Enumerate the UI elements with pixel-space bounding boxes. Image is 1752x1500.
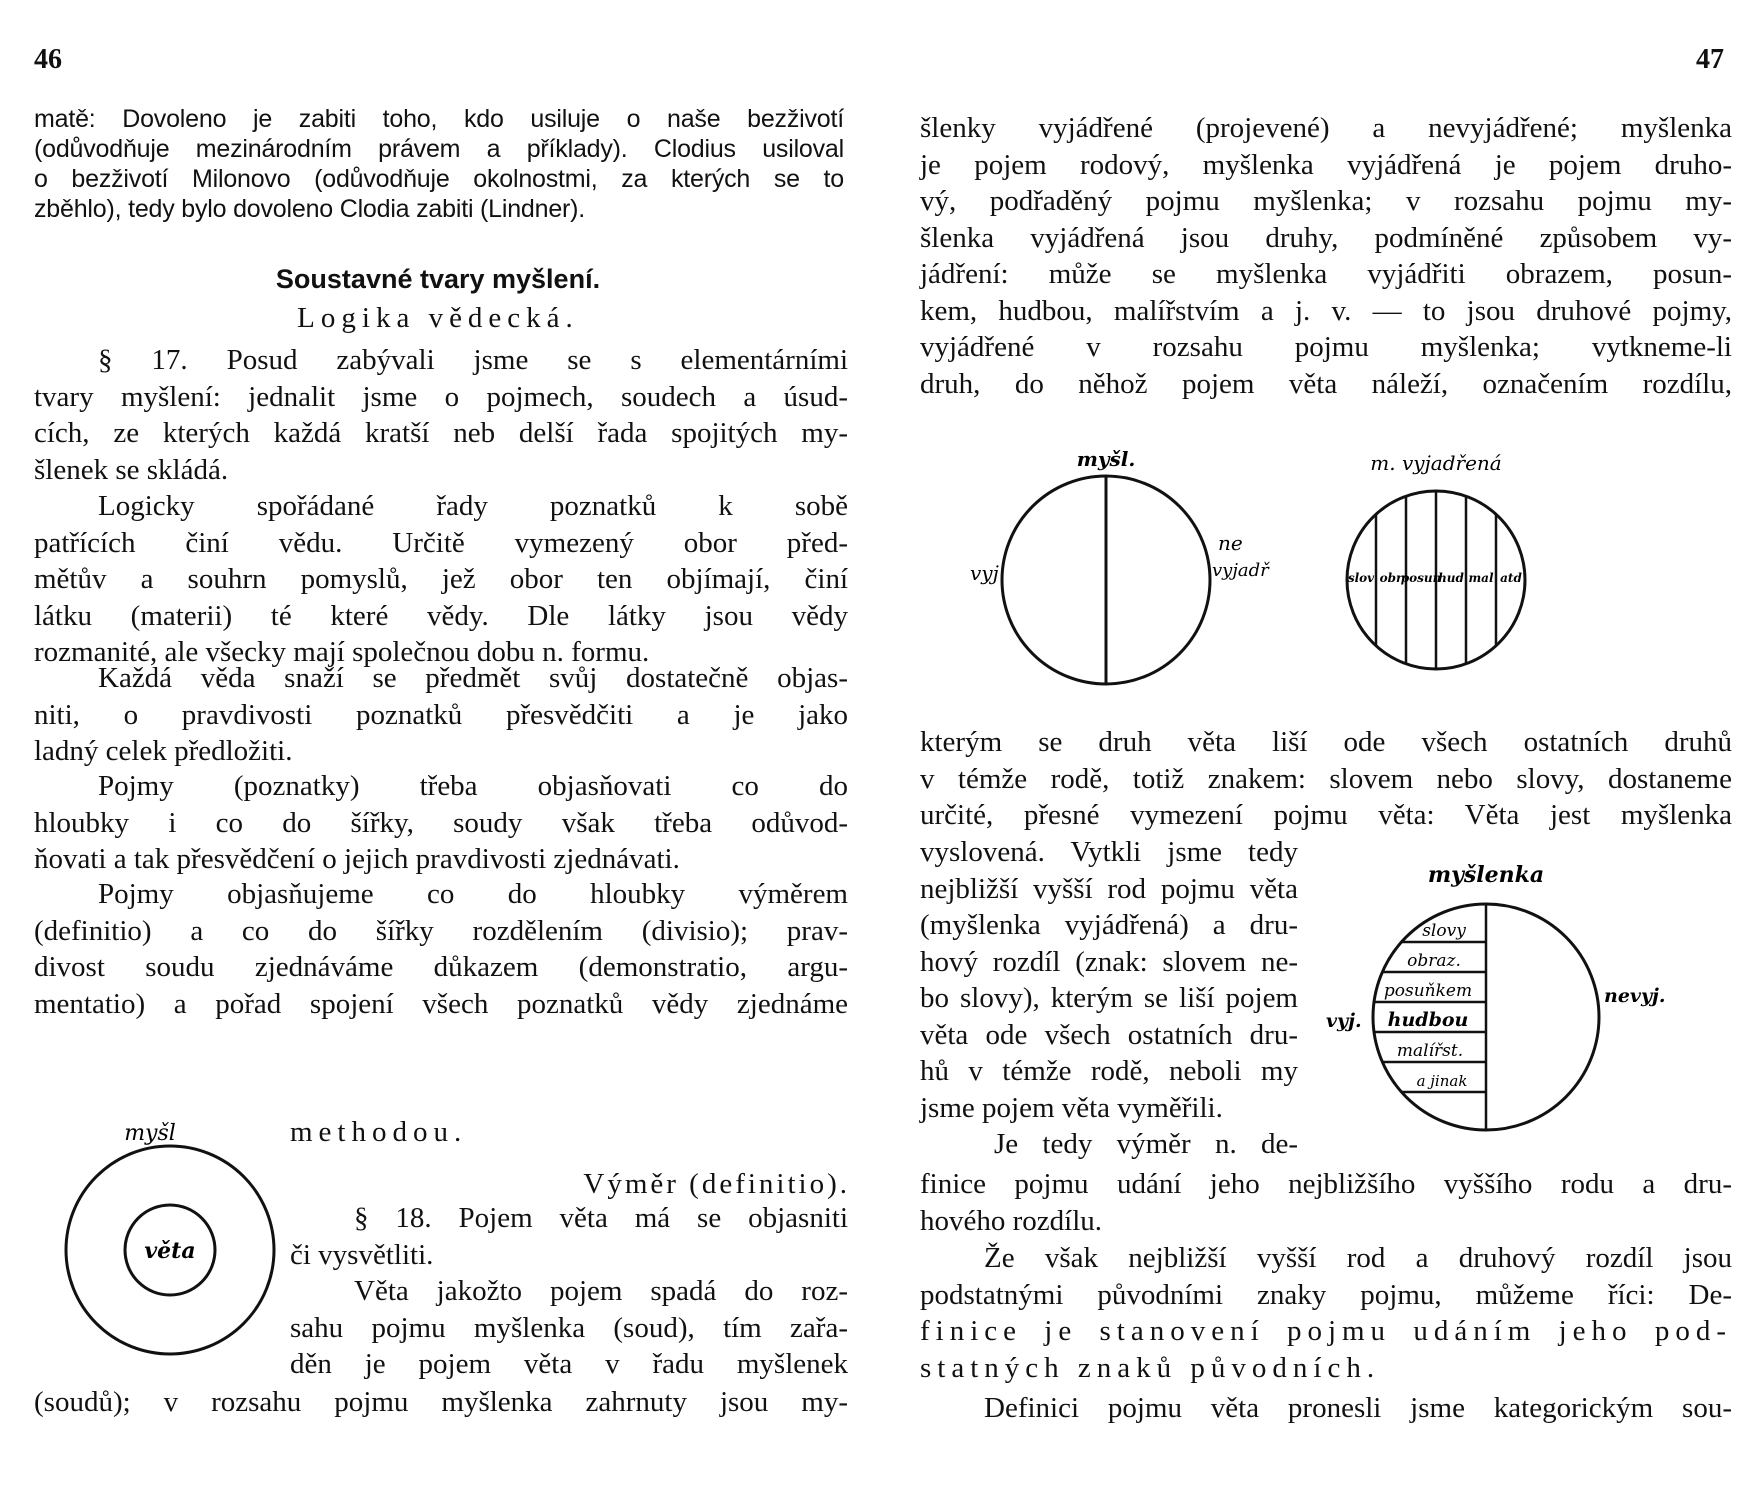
text-line: Pojmy (poznatky) třeba objasňovati co do	[98, 770, 848, 802]
text-line: Pojmy objasňujeme co do hloubky výměrem	[98, 878, 848, 910]
paragraph-definition	[34, 876, 848, 1022]
concentric-circles-diagram	[30, 1110, 290, 1360]
text-line: vý, podřaděný pojmu myšlenka; v rozsahu pojmu my-	[920, 185, 1732, 217]
text-line: § 17. Posud zabývali jsme se s elementárními	[98, 344, 848, 376]
text-line: látku (materii) té které vědy. Dle látky jsou vědy	[34, 599, 848, 632]
striped-circle-diagram	[1296, 440, 1576, 690]
thought-rows-diagram	[1326, 852, 1726, 1152]
text-line: niti, o pravdivosti poznatků přesvědčiti a je jako	[34, 698, 848, 731]
text-line: ňovati a tak přesvědčení o jejich pravdivosti zjednávati.	[34, 843, 680, 875]
text-line: zběhlo), tedy bylo dovoleno Clodia zabiti (Lindner).	[34, 195, 586, 223]
text-line: cích, ze kterých každá kratší neb delší řada spojitých my-	[34, 417, 848, 449]
text-line: druh, do něhož pojem věta náleží, označením rozdílu,	[920, 367, 1732, 400]
text-line: hového rozdílu.	[920, 1204, 1103, 1237]
text-line: ladný celek předložiti.	[34, 735, 293, 767]
diagram-label: nevyj.	[1604, 985, 1666, 1007]
text-line: hový rozdíl (znak: slovem ne-	[920, 945, 1298, 978]
text-line: děn je pojem věta v řadu myšlenek	[290, 1348, 848, 1380]
text-line: vyslovená. Vytkli jsme tedy	[920, 836, 1298, 868]
diagram-label: m. vyjadřená	[1370, 451, 1502, 475]
text-line: tvary myšlení: jednalit jsme o pojmech, soudech a úsud-	[34, 380, 848, 413]
diagram-outer-label: myšl	[124, 1121, 176, 1146]
text-line: vyjádřené v rozsahu pojmu myšlenka; vytkneme-li	[920, 331, 1732, 363]
diagram-label: ne	[1218, 531, 1243, 555]
right-page	[876, 0, 1752, 1500]
text-line: určité, přesné vymezení pojmu věta: Věta jest myšlenka	[920, 799, 1732, 831]
text-line: jsme pojem věta vyměřili.	[920, 1091, 1223, 1124]
page-number: 47	[1696, 44, 1724, 75]
text-line: o bezživotí Milonovo (odůvodňuje okolnostmi, za kterých se to	[34, 165, 844, 193]
text-line: finice je stanovení pojmu udáním jeho pod-	[920, 1315, 1732, 1347]
methodou-word: methodou.	[290, 1116, 468, 1148]
paragraph-logic	[34, 488, 848, 671]
section-subheading: Logika vědecká.	[297, 302, 579, 334]
diagram-label: vyj	[970, 561, 999, 585]
text-line: nejbližší vyšší rod pojmu věta	[920, 872, 1298, 905]
text-line: bo slovy), kterým se liší pojem	[920, 982, 1298, 1014]
paragraph-18	[290, 1200, 848, 1383]
text-line: mentatio) a pořad spojení všech poznatků vědy zjednáme	[34, 987, 848, 1020]
section-heading: Soustavné tvary myšlení.	[275, 264, 601, 294]
row-label: posuňkem	[1383, 981, 1473, 1001]
row-label: malířst.	[1396, 1041, 1464, 1061]
text-line: jádření: může se myšlenka vyjádřiti obrazem, posun-	[920, 258, 1732, 290]
subheading-definitio: Výměr (definitio).	[583, 1168, 850, 1200]
text-line: Logicky spořádané řady poznatků k sobě	[98, 490, 848, 522]
paragraph-definice	[920, 1166, 1732, 1239]
narrow-paragraph	[920, 834, 1298, 1163]
page-number: 46	[34, 44, 62, 75]
diagram-label: vyjadř	[1212, 560, 1269, 581]
column-label: mal	[1468, 571, 1494, 585]
text-line: podstatnými původními znaky pojmu, můžeme říci: De-	[920, 1278, 1732, 1311]
paragraph-continued	[920, 110, 1732, 402]
text-line: patřících činí vědu. Určitě vymezený obor před-	[34, 526, 848, 559]
diagram-inner-label: věta	[144, 1238, 196, 1264]
diagram-label: myšlenka	[1427, 862, 1545, 888]
text-line: kem, hudbou, malířstvím a j. v. — to jsou druhové pojmy,	[920, 294, 1732, 327]
text-line: hů v témže rodě, neboli my	[920, 1055, 1298, 1087]
text-line: Věta jakožto pojem spadá do roz-	[354, 1275, 848, 1307]
row-label: hudbou	[1387, 1009, 1469, 1031]
paragraph-concepts	[34, 768, 848, 878]
text-line: § 18. Pojem věta má se objasniti	[354, 1202, 848, 1234]
text-line: či vysvětliti.	[290, 1238, 434, 1271]
text-line: je pojem rodový, myšlenka vyjádřená je pojem druho-	[920, 148, 1732, 181]
paragraph-species	[920, 724, 1732, 834]
text-line: finice pojmu udání jeho nejbližšího vyššího rodu a dru-	[920, 1168, 1732, 1200]
text-line: Definici pojmu věta pronesli jsme kategorickým sou-	[984, 1392, 1732, 1424]
text-line: v témže rodě, totiž znakem: slovem nebo slovy, dostaneme	[920, 762, 1732, 795]
paragraph-17	[34, 342, 848, 488]
text-line: divost soudu zjednáváme důkazem (demonstratio, argu-	[34, 951, 848, 983]
column-label: atd	[1500, 571, 1522, 585]
text-line: šlenek se skládá.	[34, 453, 229, 486]
row-label: slovy	[1422, 921, 1466, 941]
text-line: šlenka vyjádřená jsou druhy, podmíněné způsobem vy-	[920, 221, 1732, 254]
paragraph-science	[34, 660, 848, 770]
column-label: obr	[1379, 571, 1403, 585]
text-line: kterým se druh věta liší ode všech ostatních druhů	[920, 726, 1732, 758]
text-line: Je tedy výměr n. de-	[994, 1128, 1298, 1160]
column-label: hud	[1438, 571, 1464, 585]
text-line: matě: Dovoleno je zabiti toho, kdo usiluje o naše bezživotí	[34, 105, 844, 133]
text-line: šlenky vyjádřené (projevené) a nevyjádřené; myšlenka	[920, 112, 1732, 144]
diagram-label: vyj.	[1326, 1010, 1362, 1032]
split-circle-diagram	[956, 440, 1296, 690]
text-line: (odůvodňuje mezinárodním právem a příklady). Clodius usiloval	[34, 135, 844, 163]
text-line: věta ode všech ostatních dru-	[920, 1018, 1298, 1051]
column-label: posun	[1400, 571, 1442, 585]
diagram-label: myšl.	[1076, 447, 1136, 471]
row-label: obraz.	[1407, 951, 1461, 971]
text-line: Každá věda snaží se předmět svůj dostatečně objas-	[98, 662, 848, 694]
paragraph-essence	[920, 1240, 1732, 1386]
intro-paragraph	[34, 104, 844, 224]
text-line: rozmanité, ale všecky mají společnou dobu n. formu.	[34, 636, 650, 668]
text-line: mětův a souhrn pomyslů, jež obor ten objímají, činí	[34, 563, 848, 595]
text-line: Že však nejbližší vyšší rod a druhový rozdíl jsou	[984, 1242, 1732, 1274]
text-line: hloubky i co do šířky, soudy však třeba odůvod-	[34, 806, 848, 839]
row-label: a jinak	[1416, 1072, 1468, 1090]
text-line: statných znaků původních.	[920, 1351, 1381, 1384]
column-label: slov	[1347, 571, 1375, 585]
text-line: (definitio) a co do šířky rozdělením (divisio); prav-	[34, 914, 848, 947]
text-line: (myšlenka vyjádřená) a dru-	[920, 909, 1298, 941]
text-line: sahu pojmu myšlenka (soud), tím zařa-	[290, 1311, 848, 1344]
text-line: (soudů); v rozsahu pojmu myšlenka zahrnuty jsou my-	[34, 1386, 848, 1418]
